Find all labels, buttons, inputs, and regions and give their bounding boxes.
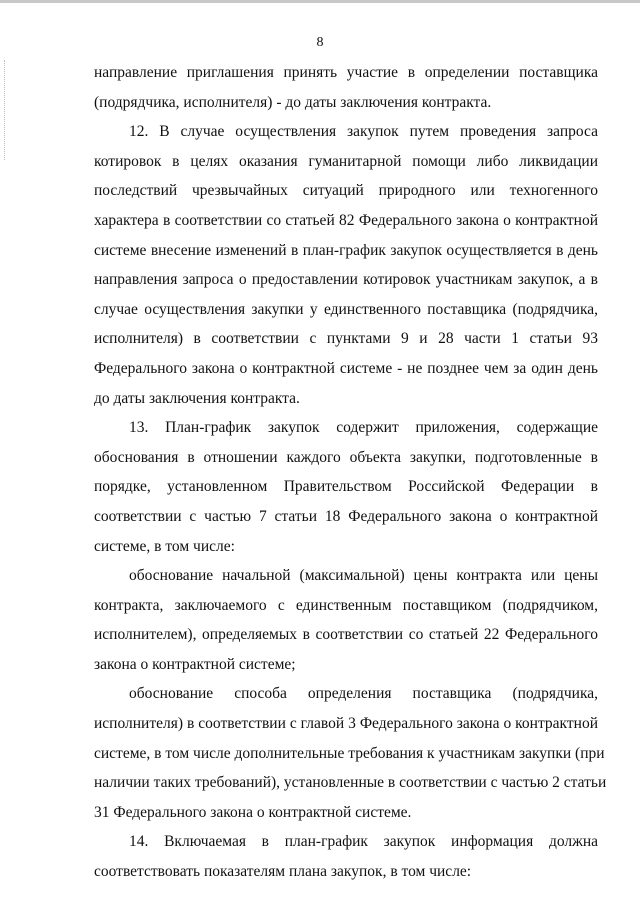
text-line: системе внесение изменений в план-график закупок осуществляется в день [94, 241, 598, 259]
text-line: (подрядчика, исполнителя) - до даты заключения контракта. [94, 93, 492, 111]
text-line: исполнителя) в соответствии с главой 3 Федерального закона о контрактной [94, 715, 598, 733]
document-body [94, 58, 607, 887]
text-line: 13. План-график закупок содержит приложения, содержащие [129, 419, 598, 437]
text-line: системе, в том числе дополнительные требования к участникам закупки (при [94, 744, 605, 762]
text-line: характера в соответствии со статьей 82 Федерального закона о контрактной [94, 211, 598, 229]
text-line: наличии таких требований), установленные в соответствии с частью 2 статьи [94, 774, 607, 792]
text-line: 14. Включаемая в план-график закупок информация должна [129, 833, 598, 851]
text-line: системе, в том числе: [94, 537, 235, 555]
text-line: до даты заключения контракта. [94, 389, 300, 407]
text-line: закона о контрактной системе; [94, 655, 296, 673]
text-line: направление приглашения принять участие в определении поставщика [94, 64, 598, 81]
text-line: Федерального закона о контрактной системе - не позднее чем за один день [94, 359, 598, 377]
text-line: контракта, заключаемого с единственным поставщиком (подрядчиком, [94, 596, 598, 614]
text-line: исполнителя) в соответствии с пунктами 9 и 28 части 1 статьи 93 [94, 330, 598, 348]
text-line: обоснование начальной (максимальной) цены контракта или цены [129, 567, 598, 585]
text-line: обоснования в отношении каждого объекта закупки, подготовленные в [94, 448, 598, 466]
text-line: последствий чрезвычайных ситуаций природного или техногенного [94, 182, 598, 200]
text-line: соответствовать показателям плана закупок, в том числе: [94, 863, 472, 881]
text-line: соответствии с частью 7 статьи 18 Федерального закона о контрактной [94, 507, 598, 525]
text-line: 12. В случае осуществления закупок путем проведения запроса [129, 123, 598, 141]
text-line: обоснование способа определения поставщика (подрядчика, [129, 685, 598, 703]
text-line: котировок в целях оказания гуманитарной помощи либо ликвидации [94, 152, 598, 170]
text-line: исполнителем), определяемых в соответствии со статьей 22 Федерального [94, 626, 598, 644]
page-number: 8 [316, 35, 324, 50]
top-border-line [0, 0, 640, 3]
text-line: 31 Федерального закона о контрактной системе. [94, 803, 412, 821]
text-line: порядке, установленном Правительством Российской Федерации в [94, 478, 598, 496]
scan-edge-marks [4, 60, 6, 160]
text-line: направления запроса о предоставлении котировок участникам закупок, а в [94, 271, 598, 289]
text-line: случае осуществления закупки у единственного поставщика (подрядчика, [94, 300, 598, 318]
